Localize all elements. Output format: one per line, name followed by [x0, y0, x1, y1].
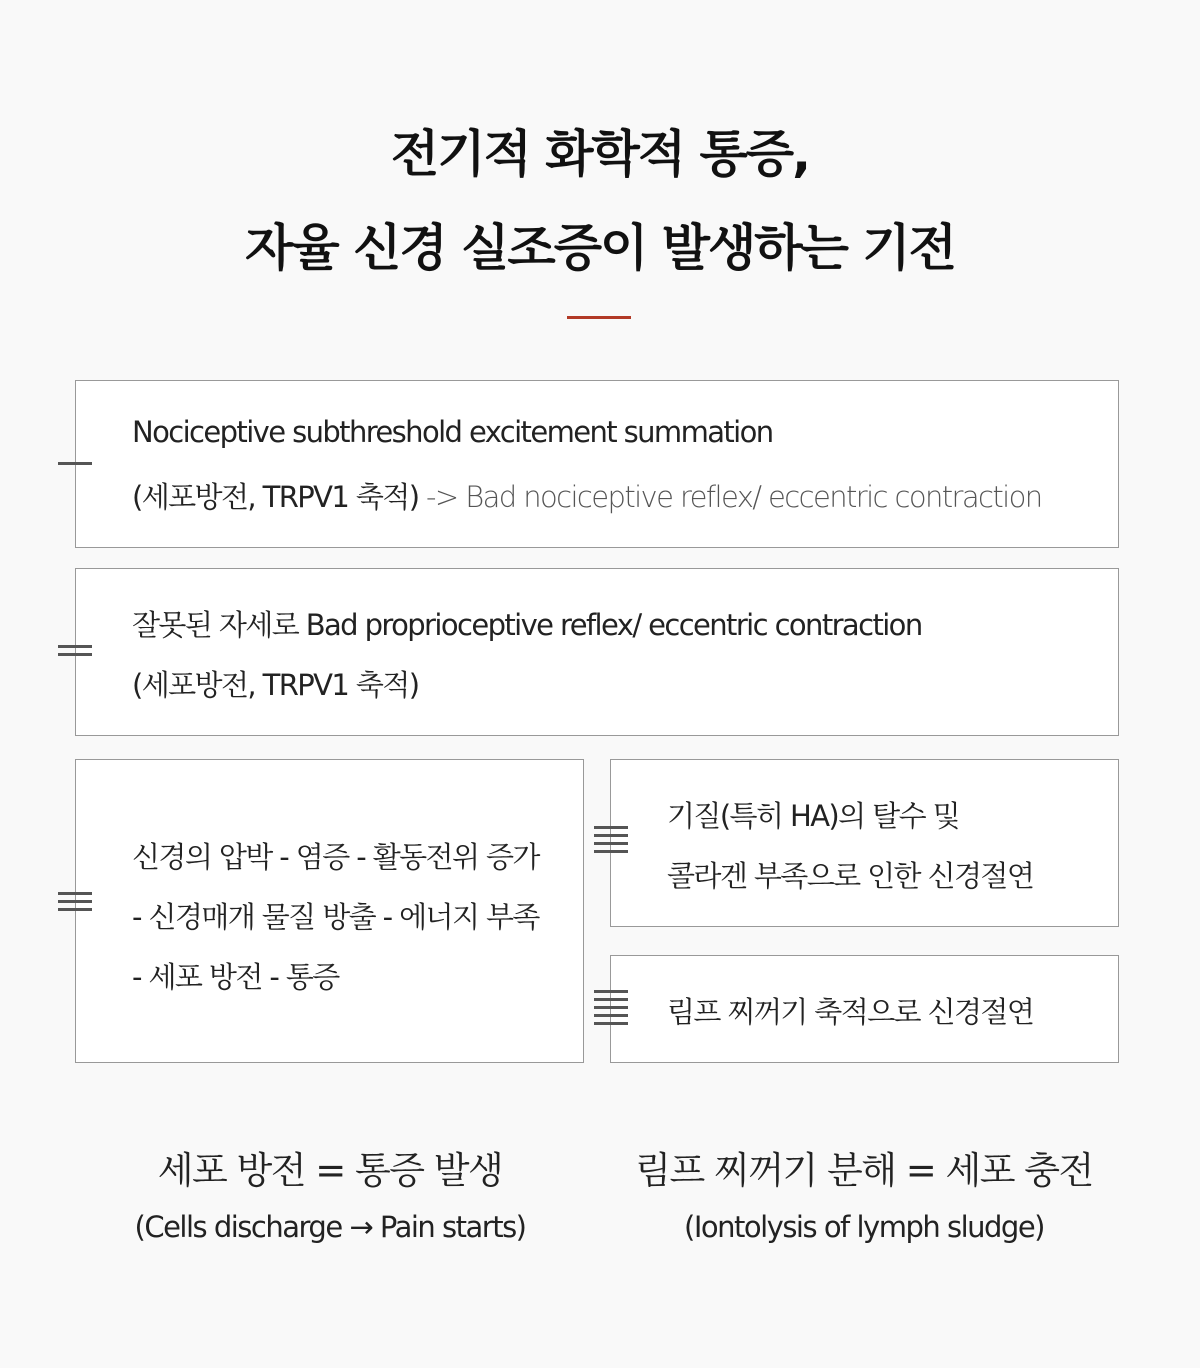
roman-numeral-3-icon: [58, 892, 92, 916]
page-title-line-2: 자율 신경 실조증이 발생하는 기전: [245, 219, 955, 277]
box-3-line-3: - 세포 방전 - 통증: [132, 960, 339, 994]
summary-left-title: 세포 방전 = 통증 발생: [157, 1149, 503, 1192]
roman-numeral-1-icon: [58, 462, 92, 470]
summary-left-subtitle: (Cells discharge → Pain starts): [134, 1210, 526, 1244]
roman-numeral-2-icon: [58, 645, 92, 661]
mechanism-box-4: [610, 759, 1119, 927]
roman-numeral-5-icon: [594, 990, 628, 1030]
box-5-line-1: 림프 찌꺼기 축적으로 신경절연: [667, 995, 1034, 1029]
mechanism-box-5: [610, 955, 1119, 1063]
box-1-line-2-main: (세포방전, TRPV1 축적): [132, 480, 419, 514]
summary-right-subtitle: (Iontolysis of lymph sludge): [684, 1210, 1044, 1244]
box-3-line-1: 신경의 압박 - 염증 - 활동전위 증가: [132, 840, 539, 874]
summary-right-title: 림프 찌꺼기 분해 = 세포 충전: [635, 1149, 1093, 1192]
box-1-line-2: [132, 475, 1042, 516]
page-title-line-1: 전기적 화학적 통증,: [390, 125, 810, 183]
mechanism-box-1: [75, 380, 1119, 548]
box-3-line-2: - 신경매개 물질 방출 - 에너지 부족: [132, 900, 539, 934]
box-1-line-1: Nociceptive subthreshold excitement summation: [132, 415, 773, 449]
roman-numeral-4-icon: [594, 826, 628, 858]
box-4-line-1: 기질(특히 HA)의 탈수 및: [667, 799, 960, 833]
box-4-line-2: 콜라겐 부족으로 인한 신경절연: [667, 859, 1034, 893]
box-1-line-2-light: -> Bad nociceptive reflex/ eccentric contraction: [418, 480, 1042, 514]
box-2-line-2: (세포방전, TRPV1 축적): [132, 668, 419, 702]
title-accent-divider: [567, 316, 631, 319]
mechanism-box-2: [75, 568, 1119, 736]
mechanism-box-3: [75, 759, 584, 1063]
box-2-line-1: 잘못된 자세로 Bad proprioceptive reflex/ eccentric contraction: [132, 608, 922, 642]
